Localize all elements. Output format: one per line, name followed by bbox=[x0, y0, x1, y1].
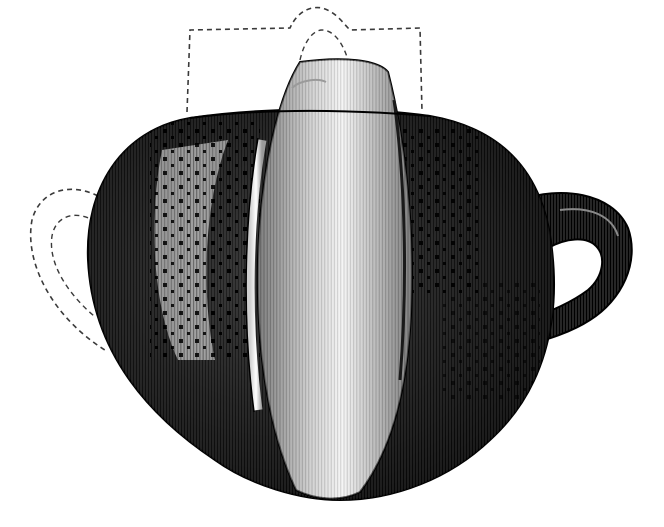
neck-inner-dashed bbox=[300, 30, 348, 60]
